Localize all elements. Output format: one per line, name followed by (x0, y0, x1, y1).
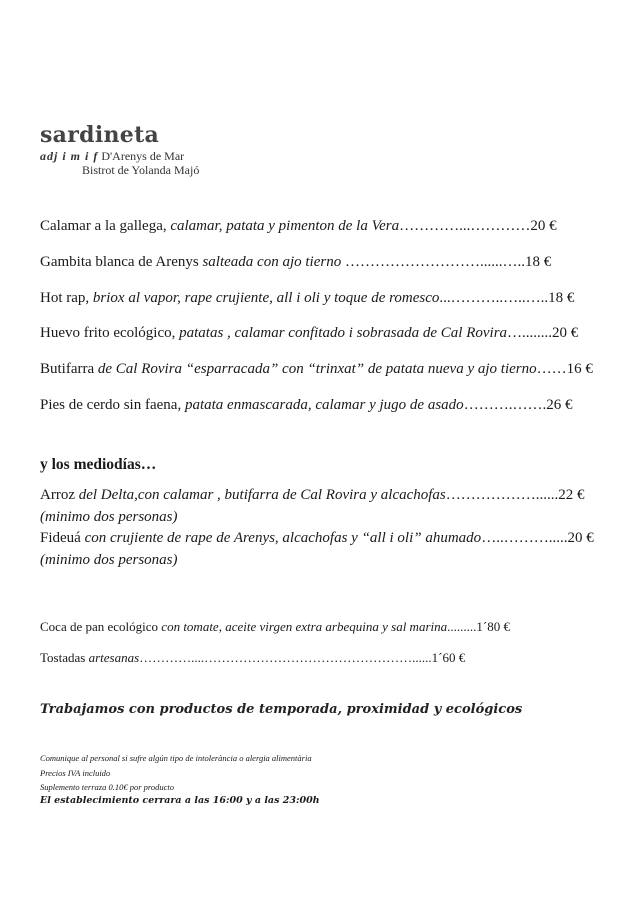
extra-description: con tomate, aceite virgen extra arbequina y sal marina (161, 619, 448, 634)
slogan: Trabajamos con productos de temporada, proximidad y ecológicos (40, 702, 523, 717)
dish-price: 18 € (524, 254, 552, 270)
dish-name: Gambita blanca de Arenys (40, 254, 203, 270)
dish-description: patata enmascarada, calamar y jugo de asado (184, 397, 464, 413)
extra-item (40, 619, 510, 635)
menu-item (40, 290, 574, 307)
brand-subtitle: Bistrot de Yolanda Majó (82, 163, 200, 177)
dish-price: 18 € (548, 290, 575, 306)
dot-leader: ………………...... (445, 487, 559, 503)
extra-name: Coca de pan ecológico (40, 619, 162, 634)
dot-leader: …… (536, 361, 567, 377)
dish-name: Pies de cerdo sin faena, (40, 397, 185, 413)
extra-price: 1´60 € (431, 650, 466, 665)
dish-name: Huevo frito ecológico, (40, 325, 180, 341)
dish-name: Butifarra (40, 361, 98, 377)
extra-name: Tostadas (40, 650, 89, 665)
dish-name: Calamar a la gallega, (40, 218, 171, 234)
restaurant-logo (40, 122, 199, 177)
dish-note: (minimo dos personas) (40, 552, 178, 568)
dot-leader: …..………..... (481, 530, 568, 546)
dish-description: salteada con ajo tierno (202, 254, 342, 270)
menu-item (40, 361, 593, 378)
dish-description: del Delta,con calamar , butifarra de Cal Rovira y alcachofas (78, 487, 446, 503)
extra-price: 1´80 € (476, 619, 510, 634)
dot-leader: …………...………… (399, 218, 531, 234)
closing-hours: El establecimiento cerrara a las 16:00 y a las 23:00h (40, 795, 320, 806)
menu-item (40, 254, 551, 271)
dot-leader: …........ (507, 325, 553, 341)
dot-leader: ...………..…..….. (439, 290, 549, 306)
dish-description: briox al vapor, rape crujiente, all i oli y toque de romesco (92, 290, 440, 306)
brand-tagline (40, 150, 199, 163)
dot-leader: …………....…………………………………………...... (139, 650, 432, 665)
dish-name: Arroz (40, 487, 79, 503)
dish-price: 22 € (558, 487, 585, 503)
dot-leader: ......... (447, 619, 477, 634)
menu-item (40, 487, 585, 504)
menu-item (40, 218, 557, 235)
dish-price: 16 € (566, 361, 593, 377)
brand-name: sardineta (40, 122, 160, 148)
dish-description: calamar, patata y pimenton de la Vera (170, 218, 400, 234)
menu-item (40, 325, 578, 342)
dish-note: (minimo dos personas) (40, 509, 178, 525)
tagline-abbrev: adj i m i f (40, 149, 99, 163)
menu-item (40, 530, 594, 547)
footnote: Suplemento terraza 0.10€ por producto (40, 782, 175, 792)
dish-price: 20 € (530, 218, 557, 234)
extra-item (40, 650, 465, 666)
dish-description: patatas , calamar confitado i sobrasada de Cal Rovira (179, 325, 508, 341)
dish-price: 20 € (552, 325, 579, 341)
dish-description: con crujiente de rape de Arenys, alcachofas y “all i oli” ahumado (84, 530, 482, 546)
dish-name: Hot rap, (40, 290, 93, 306)
dot-leader: ………………………......….. (341, 254, 525, 270)
footnote: Precios IVA incluido (40, 768, 111, 778)
tagline-place: D'Arenys de Mar (98, 149, 185, 163)
dish-price: 20 € (567, 530, 594, 546)
footnote: Comunique al personal si sufre algún tipo de intolerància o alergia alimentària (40, 753, 312, 763)
dot-leader: ……….……. (463, 397, 547, 413)
extra-description: artesanas (88, 650, 140, 665)
dish-description: de Cal Rovira “esparracada” con “trinxat” de patata nueva y ajo tierno (97, 361, 537, 377)
dish-name: Fideuá (40, 530, 85, 546)
menu-item (40, 397, 572, 414)
section-title: y los mediodías… (40, 456, 157, 473)
dish-price: 26 € (546, 397, 573, 413)
